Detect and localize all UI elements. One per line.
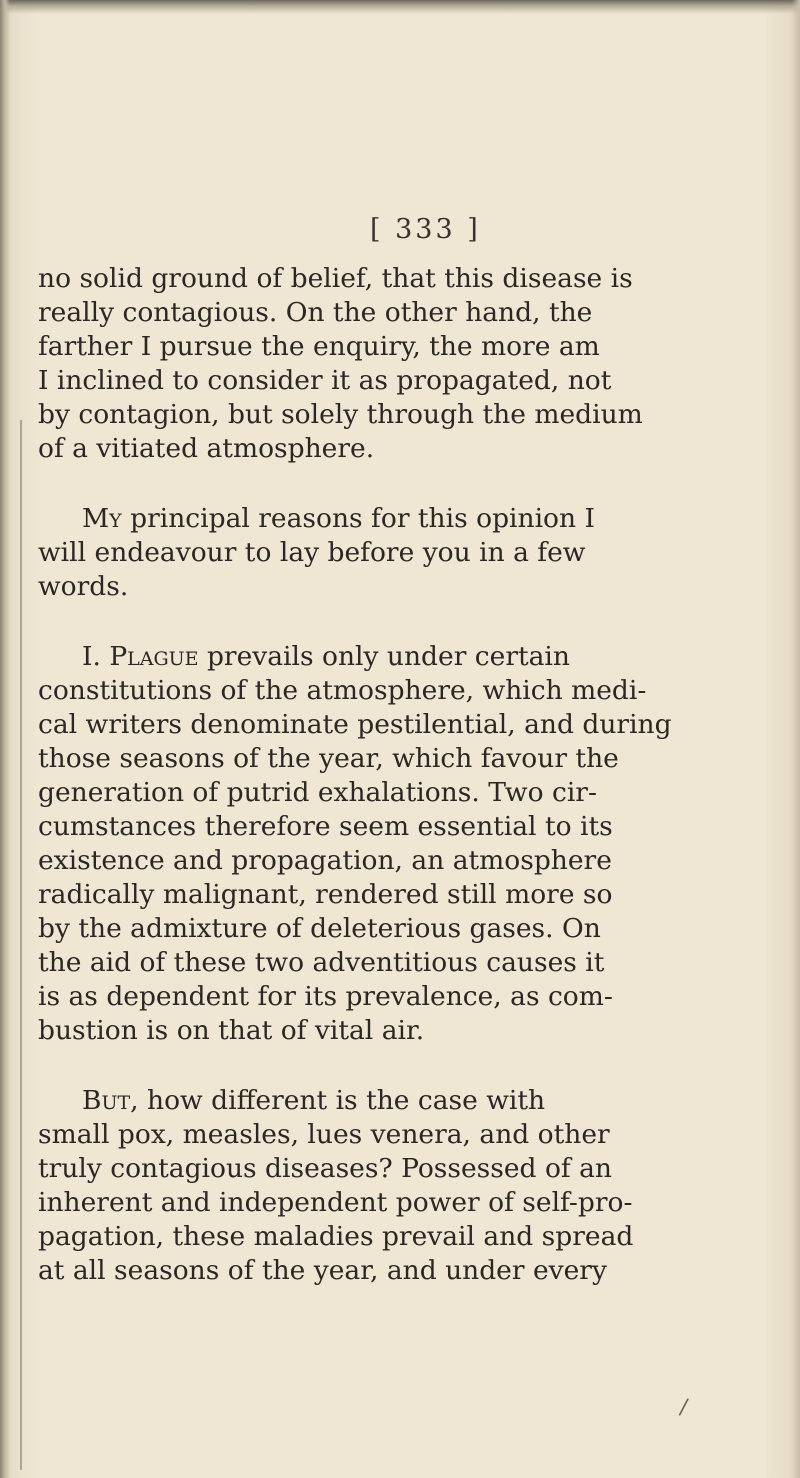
page-top-shadow [0,0,800,14]
text-line: really contagious. On the other hand, the [38,297,593,328]
page-right-edge [792,0,800,1478]
page-binding-edge [0,0,10,1478]
text-line: generation of putrid exhalations. Two cir- [38,777,597,808]
page-gutter-line [20,420,22,1470]
paragraph-lead: But, [82,1085,139,1116]
text-line: by the admixture of deleterious gases. On [38,913,601,944]
text-line: I inclined to consider it as propagated, not [38,365,612,396]
text-line: truly contagious diseases? Possessed of an [38,1153,612,1184]
text-line: will endeavour to lay before you in a few [38,537,586,568]
paragraph-lead: I. Plague [82,641,199,672]
body-text [38,262,758,1288]
text-line: cal writers denominate pestilential, and during [38,709,672,740]
text-line: words. [38,571,129,602]
text-line: small pox, measles, lues venera, and other [38,1119,610,1150]
text-run: principal reasons for this opinion I [121,503,595,534]
text-line: at all seasons of the year, and under every [38,1255,607,1286]
text-line: constitutions of the atmosphere, which medi- [38,675,647,706]
text-line: bustion is on that of vital air. [38,1015,425,1046]
page-number: [ 333 ] [370,214,481,245]
text-line: of a vitiated atmosphere. [38,433,375,464]
text-line: those seasons of the year, which favour the [38,743,619,774]
text-line: pagation, these maladies prevail and spread [38,1221,634,1252]
text-line: the aid of these two adventitious causes it [38,947,605,978]
text-line [38,1084,758,1118]
text-line: no solid ground of belief, that this disease is [38,263,633,294]
text-line [38,502,758,536]
paragraph-2 [38,502,758,604]
paragraph-3 [38,640,758,1048]
text-line: is as dependent for its prevalence, as com- [38,981,613,1012]
text-line: farther I pursue the enquiry, the more am [38,331,600,362]
paragraph-4 [38,1084,758,1288]
stray-pencil-mark: / [677,1394,690,1421]
paragraph-1 [38,262,758,466]
text-run: how different is the case with [138,1085,546,1116]
text-line: cumstances therefore seem essential to its [38,811,613,842]
text-line: by contagion, but solely through the medium [38,399,643,430]
paragraph-lead: My [82,503,122,534]
text-line: inherent and independent power of self-pro- [38,1187,633,1218]
text-run: prevails only under certain [198,641,570,672]
text-line: existence and propagation, an atmosphere [38,845,612,876]
text-line [38,640,758,674]
text-line: radically malignant, rendered still more so [38,879,613,910]
